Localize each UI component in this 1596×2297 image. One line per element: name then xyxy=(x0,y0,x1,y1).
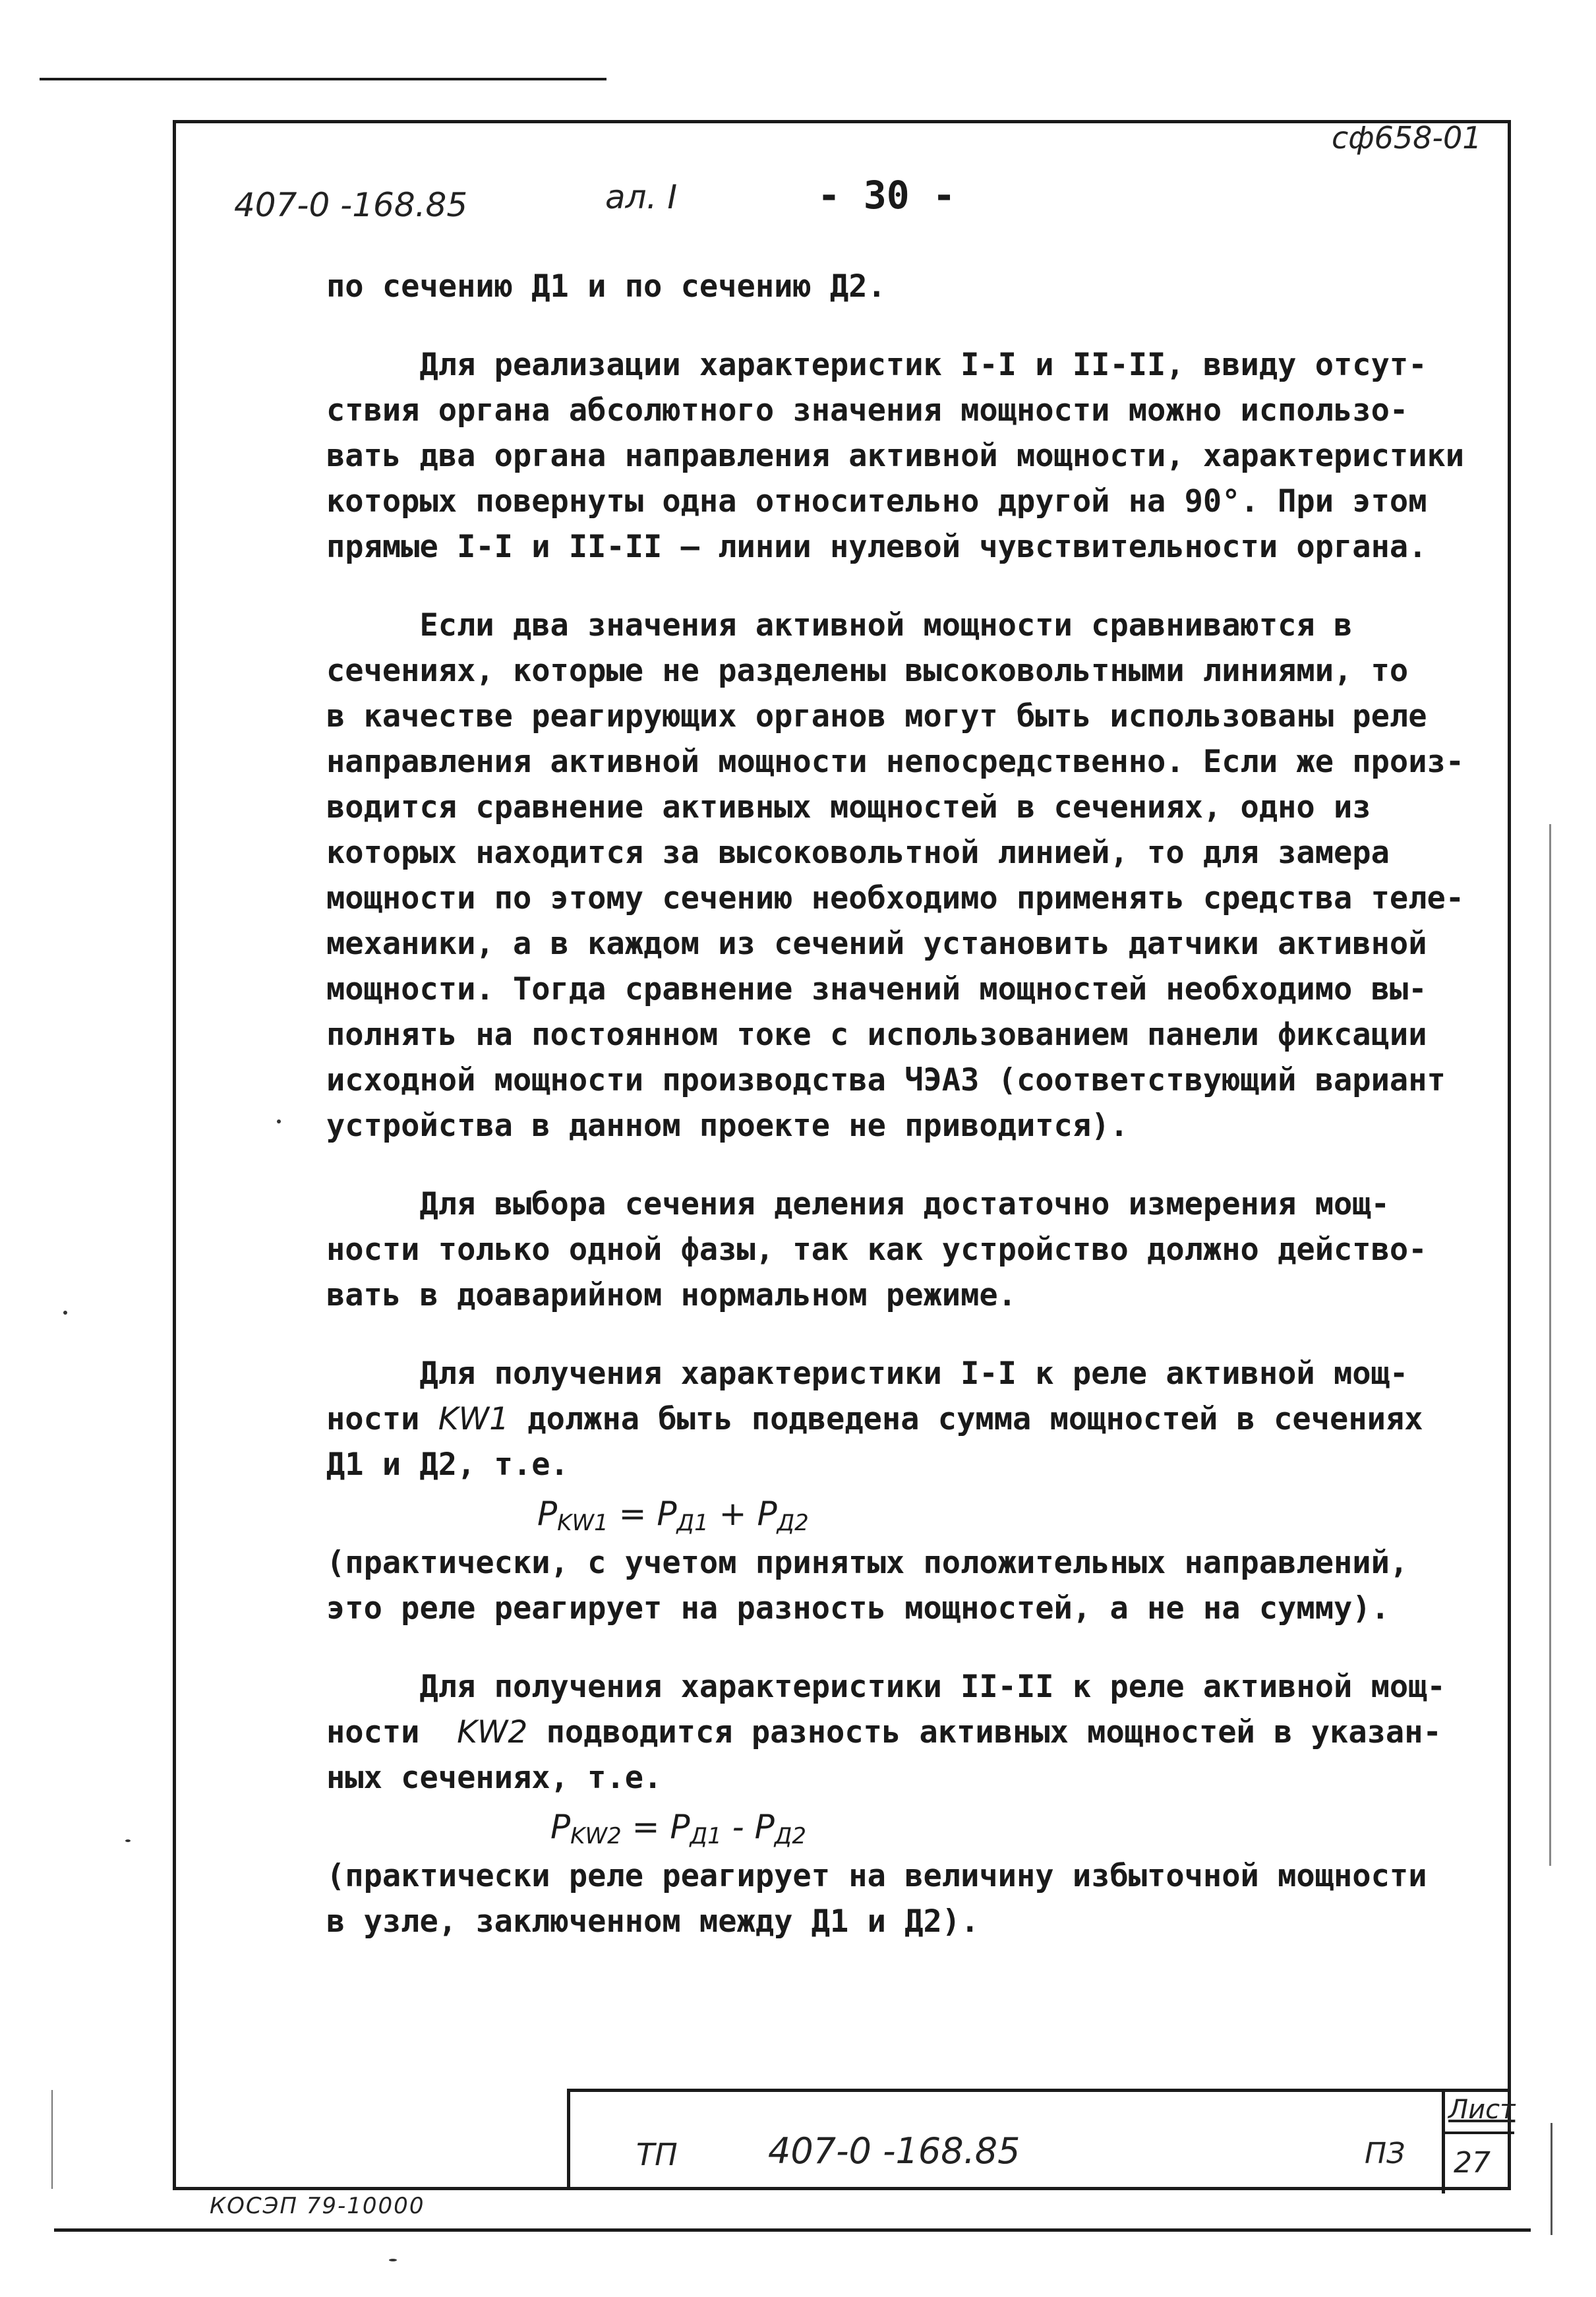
top-scan-line xyxy=(40,78,606,80)
text-line: ности KW2 подводится разность активных мощностей в указан- xyxy=(326,1714,1442,1750)
text-line: исходной мощности производства ЧЭАЗ (соответствующий вариант xyxy=(326,1062,1446,1098)
text-line: мощности по этому сечению необходимо применять средства теле- xyxy=(326,880,1465,916)
text-line: Д1 и Д2, т.е. xyxy=(326,1447,569,1483)
document-code: сф658-01 xyxy=(1332,120,1482,156)
bottom-scan-line xyxy=(54,2228,1531,2232)
right-scan-line-lower xyxy=(1551,2123,1552,2235)
text-line: которых находится за высоковольтной линией, то для замера xyxy=(326,835,1390,871)
text-line: ствия органа абсолютного значения мощности можно использо- xyxy=(326,392,1409,429)
title-block xyxy=(567,2089,1516,2190)
formula-sum: $P_{KW1} = P_{Д1} + P_{Д2}$ xyxy=(537,1495,809,1536)
scan-speck xyxy=(389,2259,397,2261)
text-line: в качестве реагирующих органов могут быть использованы реле xyxy=(326,698,1427,734)
header-album: ал. I xyxy=(605,178,678,216)
text-line: это реле реагирует на разность мощностей, а не на сумму). xyxy=(326,1590,1390,1626)
page-number: - 30 - xyxy=(817,173,956,218)
text-line: механики, а в каждом из сечений установить датчики активной xyxy=(326,926,1427,962)
text-line: направления активной мощности непосредственно. Если же произ- xyxy=(326,744,1465,780)
text-line: вать в доаварийном нормальном режиме. xyxy=(326,1277,1017,1313)
relay-kw1-label: KW1 xyxy=(438,1401,509,1437)
title-block-section: ПЗ xyxy=(1365,2137,1405,2170)
text-line: по сечению Д1 и по сечению Д2. xyxy=(326,268,886,305)
text-line: прямые I-I и II-II – линии нулевой чувствительности органа. xyxy=(326,529,1427,565)
scan-speck xyxy=(125,1839,131,1842)
relay-kw2-label: KW2 xyxy=(457,1714,528,1750)
text-line: в узле, заключенном между Д1 и Д2). xyxy=(326,1903,980,1940)
text-line: ных сечениях, т.е. xyxy=(326,1760,663,1796)
header-designation: 407-0 -168.85 xyxy=(234,186,468,224)
text-line: мощности. Тогда сравнение значений мощностей необходимо вы- xyxy=(326,971,1427,1007)
text-line: Для выбора сечения деления достаточно измерения мощ- xyxy=(326,1186,1390,1222)
scan-speck xyxy=(63,1311,67,1315)
title-block-sheet-label: Лист xyxy=(1448,2095,1516,2125)
text-line: вать два органа направления активной мощности, характеристики xyxy=(326,438,1465,474)
text-line: сечениях, которые не разделены высоковольтными линиями, то xyxy=(326,653,1409,689)
text-line: Для получения характеристики I-I к реле активной мощ- xyxy=(326,1356,1409,1392)
title-block-designation: 407-0 -168.85 xyxy=(768,2130,1020,2172)
formula-difference: $P_{KW2} = P_{Д1} - P_{Д2}$ xyxy=(550,1808,806,1849)
text-line: устройства в данном проекте не приводится). xyxy=(326,1108,1129,1144)
text-line: Если два значения активной мощности сравниваются в xyxy=(326,607,1353,643)
text-line: которых повернуты одна относительно другой на 90°. При этом xyxy=(326,483,1427,520)
text-line: Для реализации характеристик I-I и II-II, ввиду отсут- xyxy=(326,347,1427,383)
text-line: Для получения характеристики II-II к реле активной мощ- xyxy=(326,1669,1446,1705)
title-block-divider xyxy=(1442,2092,1445,2193)
text-line: (практически реле реагирует на величину избыточной мощности xyxy=(326,1858,1427,1894)
text-line: (практически, с учетом принятых положительных направлений, xyxy=(326,1545,1409,1581)
text-line: ности только одной фазы, так как устройство должно действо- xyxy=(326,1232,1427,1268)
body-text xyxy=(326,264,1506,1944)
text-line: ности KW1 должна быть подведена сумма мощностей в сечениях xyxy=(326,1401,1423,1437)
footer-code: КОСЭП 79-10000 xyxy=(210,2193,425,2219)
text-line: полнять на постоянном токе с использованием панели фиксации xyxy=(326,1017,1427,1053)
title-block-sheet-number: 27 xyxy=(1454,2146,1491,2180)
left-scan-mark xyxy=(51,2090,53,2189)
title-block-tp: ТП xyxy=(636,2137,678,2172)
title-block-sheet-divider xyxy=(1442,2132,1514,2134)
text-line: водится сравнение активных мощностей в сечениях, одно из xyxy=(326,789,1371,825)
right-scan-line xyxy=(1549,824,1551,1866)
